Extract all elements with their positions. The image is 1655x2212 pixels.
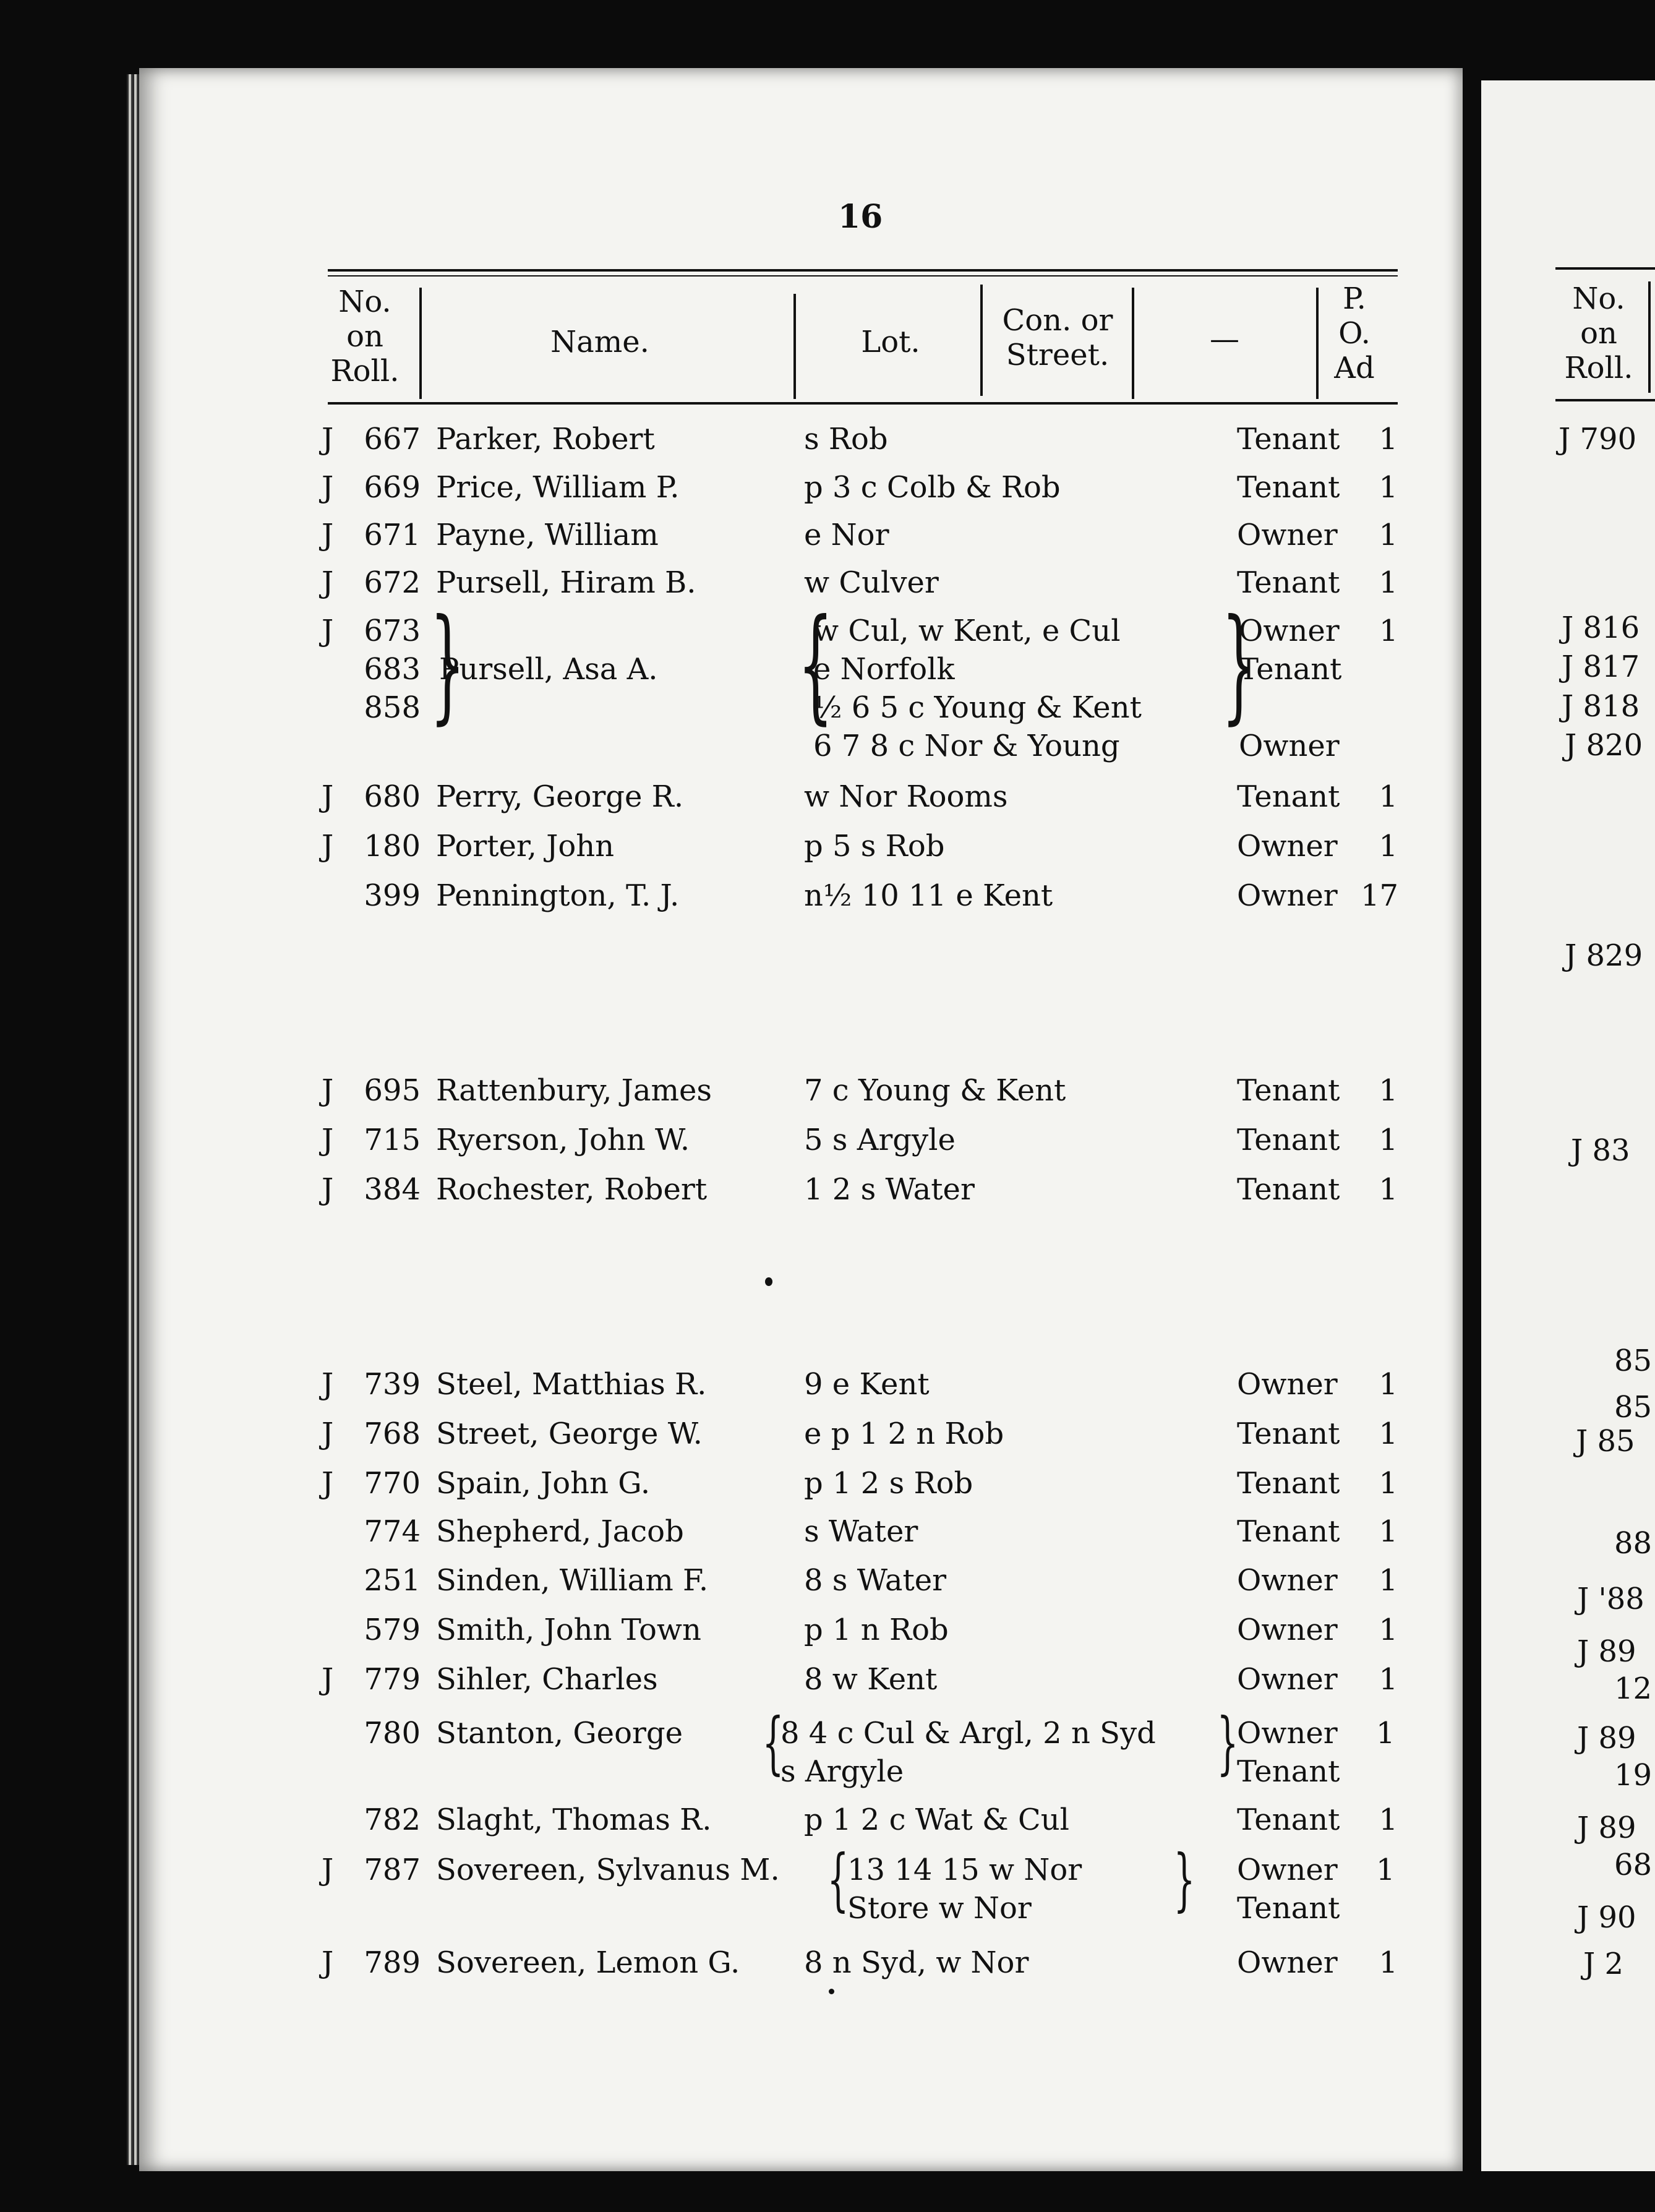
cell-no: 671 [364,518,421,552]
cell-no: 672 [364,565,421,600]
right-page-fragment: 68 [1614,1848,1653,1882]
header-divider [980,285,983,396]
cell-po: 1 [1379,470,1398,505]
pursell-asa-lot-3: ½ 6 5 c Young & Kent [813,690,1142,725]
cell-j: J [322,1123,334,1157]
cell-po: 1 [1379,1172,1398,1207]
cell-status: Tenant [1237,1172,1340,1207]
right-header-divider [1648,281,1651,393]
cell-name: Payne, William [436,518,659,552]
cell-j: J [322,1945,334,1980]
cell-lot: 1 2 s Water [804,1172,975,1207]
cell-po: 1 [1379,1417,1398,1451]
pursell-asa-status-1: Owner [1239,614,1340,648]
sovereen-lot-2: Store w Nor [847,1891,1032,1926]
cell-no: 579 [364,1613,421,1647]
right-page-fragment: 85 [1614,1390,1653,1425]
cell-no: 739 [364,1367,421,1402]
cell-name: Steel, Matthias R. [436,1367,707,1402]
stanton-lot-2: s Argyle [780,1754,904,1789]
cell-no: 715 [364,1123,421,1157]
cell-no: 782 [364,1803,421,1837]
stanton-lot-1: 8 4 c Cul & Argl, 2 n Syd [780,1716,1156,1751]
pursell-asa-lot-4: 6 7 8 c Nor & Young [813,729,1120,763]
cell-name: Sovereen, Lemon G. [436,1945,740,1980]
cell-name: Pursell, Hiram B. [436,565,696,600]
cell-lot: s Rob [804,422,888,457]
cell-name: Porter, John [436,829,615,864]
right-page-fragment: 19 [1614,1758,1653,1793]
pursell-asa-lot-1: w Cul, w Kent, e Cul [813,614,1121,648]
sovereen-status-1: Owner [1237,1853,1338,1887]
cell-status: Tenant [1237,779,1340,814]
cell-no: 251 [364,1563,421,1598]
header-divider [1316,288,1319,399]
cell-no: 667 [364,422,421,457]
cell-j: J [322,1367,334,1402]
pursell-asa-status-2: Tenant [1239,652,1342,687]
cell-lot: e p 1 2 n Rob [804,1417,1004,1451]
sovereen-status-2: Tenant [1237,1891,1340,1926]
header-top-rule-2 [328,275,1398,276]
cell-j: J [322,1662,334,1697]
cell-no: 770 [364,1466,421,1501]
cell-po: 1 [1379,1466,1398,1501]
cell-no: 695 [364,1073,421,1108]
sovereen-po: 1 [1376,1853,1395,1887]
cell-lot: 8 s Water [804,1563,947,1598]
header-bottom-rule [328,402,1398,405]
cell-j: J [322,779,334,814]
cell-po: 1 [1379,1662,1398,1697]
cell-name: Perry, George R. [436,779,684,814]
brace-lots-open: { [797,593,834,737]
cell-po: 1 [1379,779,1398,814]
cell-status: Owner [1237,878,1338,913]
pursell-asa-po: 1 [1379,614,1398,648]
cell-status: Tenant [1237,1417,1340,1451]
cell-lot: p 1 n Rob [804,1613,949,1647]
cell-j: J [322,1417,334,1451]
stanton-status-2: Tenant [1237,1754,1340,1789]
right-page-fragment: J 790 [1559,422,1637,457]
sovereen-lot-1: 13 14 15 w Nor [847,1853,1082,1887]
page-number: 16 [838,198,883,236]
cell-name: Price, William P. [436,470,680,505]
cell-status: Owner [1237,1563,1338,1598]
cell-lot: 8 w Kent [804,1662,938,1697]
cell-name: Pennington, T. J. [436,878,680,913]
brace-sovereen-open: { [827,1840,849,1919]
cell-status: Owner [1237,1945,1338,1980]
cell-name: Sinden, William F. [436,1563,709,1598]
cell-po: 1 [1379,1803,1398,1837]
right-header-bottom-rule [1555,399,1655,401]
cell-lot: p 1 2 c Wat & Cul [804,1803,1070,1837]
cell-status: Owner [1237,518,1338,552]
header-no-on-roll: No. on Roll. [330,285,400,388]
cell-no: 669 [364,470,421,505]
cell-po: 1 [1379,565,1398,600]
cell-lot: w Nor Rooms [804,779,1008,814]
right-page-fragment: J 89 [1577,1634,1636,1669]
header-lot: Lot. [861,325,920,359]
print-speck [765,1277,772,1286]
cell-po: 1 [1379,1563,1398,1598]
cell-no: 680 [364,779,421,814]
cell-po: 17 [1361,878,1399,913]
right-page-fragment: J 90 [1577,1900,1636,1935]
header-dash: — [1210,322,1239,356]
header-divider [793,294,796,399]
cell-name: Sihler, Charles [436,1662,658,1697]
brace-lots-close: } [1221,593,1257,737]
cell-name: Street, George W. [436,1417,703,1451]
right-page-fragment: J 820 [1565,728,1643,763]
cell-name: Rattenbury, James [436,1073,712,1108]
right-page-fragment: J 829 [1565,938,1643,973]
brace-sovereen-close: } [1173,1840,1195,1919]
right-page-fragment: J 816 [1562,611,1640,645]
header-con-or-street: Con. or Street. [1002,303,1113,372]
cell-status: Owner [1237,829,1338,864]
cell-name: Rochester, Robert [436,1172,708,1207]
cell-no: 384 [364,1172,421,1207]
right-page-fragment: J 818 [1562,689,1640,724]
cell-po: 1 [1379,1123,1398,1157]
cell-name: Shepherd, Jacob [436,1514,684,1549]
cell-name: Ryerson, John W. [436,1123,690,1157]
cell-status: Owner [1237,1662,1338,1697]
right-page-fragment: 12 [1614,1671,1653,1706]
cell-status: Tenant [1237,1514,1340,1549]
cell-j: J [322,1466,334,1501]
cell-lot: s Water [804,1514,918,1549]
cell-po: 1 [1379,1945,1398,1980]
cell-no: 180 [364,829,421,864]
cell-po: 1 [1379,518,1398,552]
cell-j: J [322,565,334,600]
cell-j: J [322,518,334,552]
header-top-rule [328,269,1398,272]
cell-lot: 9 e Kent [804,1367,930,1402]
right-page-fragment: J 85 [1576,1424,1635,1459]
right-header-top-rule [1555,267,1655,270]
stanton-po: 1 [1376,1716,1395,1751]
cell-lot: p 1 2 s Rob [804,1466,973,1501]
cell-lot: n½ 10 11 e Kent [804,878,1053,913]
cell-no: 399 [364,878,421,913]
right-page-fragment: J 89 [1577,1811,1636,1845]
cell-po: 1 [1379,1073,1398,1108]
cell-status: Owner [1237,1367,1338,1402]
header-po-ad: P. O. Ad [1334,281,1375,385]
cell-j: J [322,470,334,505]
brace-stanton-open: { [762,1703,784,1782]
cell-name: Parker, Robert [436,422,655,457]
cell-status: Tenant [1237,422,1340,457]
cell-lot: e Nor [804,518,889,552]
right-page-fragment: J '88 [1577,1582,1644,1616]
cell-status: Tenant [1237,470,1340,505]
cell-status: Tenant [1237,1073,1340,1108]
cell-lot: 5 s Argyle [804,1123,956,1157]
cell-no: 789 [364,1945,421,1980]
right-page-fragment: 88 [1614,1526,1653,1561]
header-divider [1132,288,1134,399]
cell-po: 1 [1379,422,1398,457]
cell-name: Slaght, Thomas R. [436,1803,712,1837]
print-speck [829,1989,834,1994]
pursell-asa-lot-2: e Norfolk [813,652,955,687]
right-page-fragment: J 89 [1577,1721,1636,1755]
right-page-fragment: 85 [1614,1344,1653,1378]
right-page-fragment: J 83 [1571,1133,1630,1168]
cell-po: 1 [1379,1514,1398,1549]
brace-stanton-close: } [1217,1703,1239,1782]
brace-numbers: } [429,593,466,737]
cell-status: Tenant [1237,1466,1340,1501]
cell-j: J [322,1073,334,1108]
pursell-asa-name: Pursell, Asa A. [439,652,658,687]
right-page-fragment: J 817 [1562,649,1640,684]
cell-po: 1 [1379,829,1398,864]
right-header-no-on-roll: No. on Roll. [1564,281,1633,385]
cell-lot: w Culver [804,565,939,600]
cell-status: Tenant [1237,1123,1340,1157]
cell-no: 768 [364,1417,421,1451]
cell-po: 1 [1379,1613,1398,1647]
cell-status: Tenant [1237,1803,1340,1837]
cell-lot: p 3 c Colb & Rob [804,470,1061,505]
header-name: Name. [550,325,649,359]
stanton-status-1: Owner [1237,1716,1338,1751]
header-divider [419,288,422,399]
cell-j: J [322,1172,334,1207]
cell-no: 774 [364,1514,421,1549]
cell-status: Owner [1237,1613,1338,1647]
cell-name: Smith, John Town [436,1613,701,1647]
cell-lot: p 5 s Rob [804,829,945,864]
cell-name: Spain, John G. [436,1466,651,1501]
cell-lot: 8 n Syd, w Nor [804,1945,1029,1980]
cell-j: J [322,829,334,864]
cell-po: 1 [1379,1367,1398,1402]
cell-no: 779 [364,1662,421,1697]
cell-j: J [322,422,334,457]
cell-lot: 7 c Young & Kent [804,1073,1066,1108]
right-page-fragment: J 2 [1583,1947,1624,1981]
cell-status: Tenant [1237,565,1340,600]
pursell-asa-status-3: Owner [1239,729,1340,763]
